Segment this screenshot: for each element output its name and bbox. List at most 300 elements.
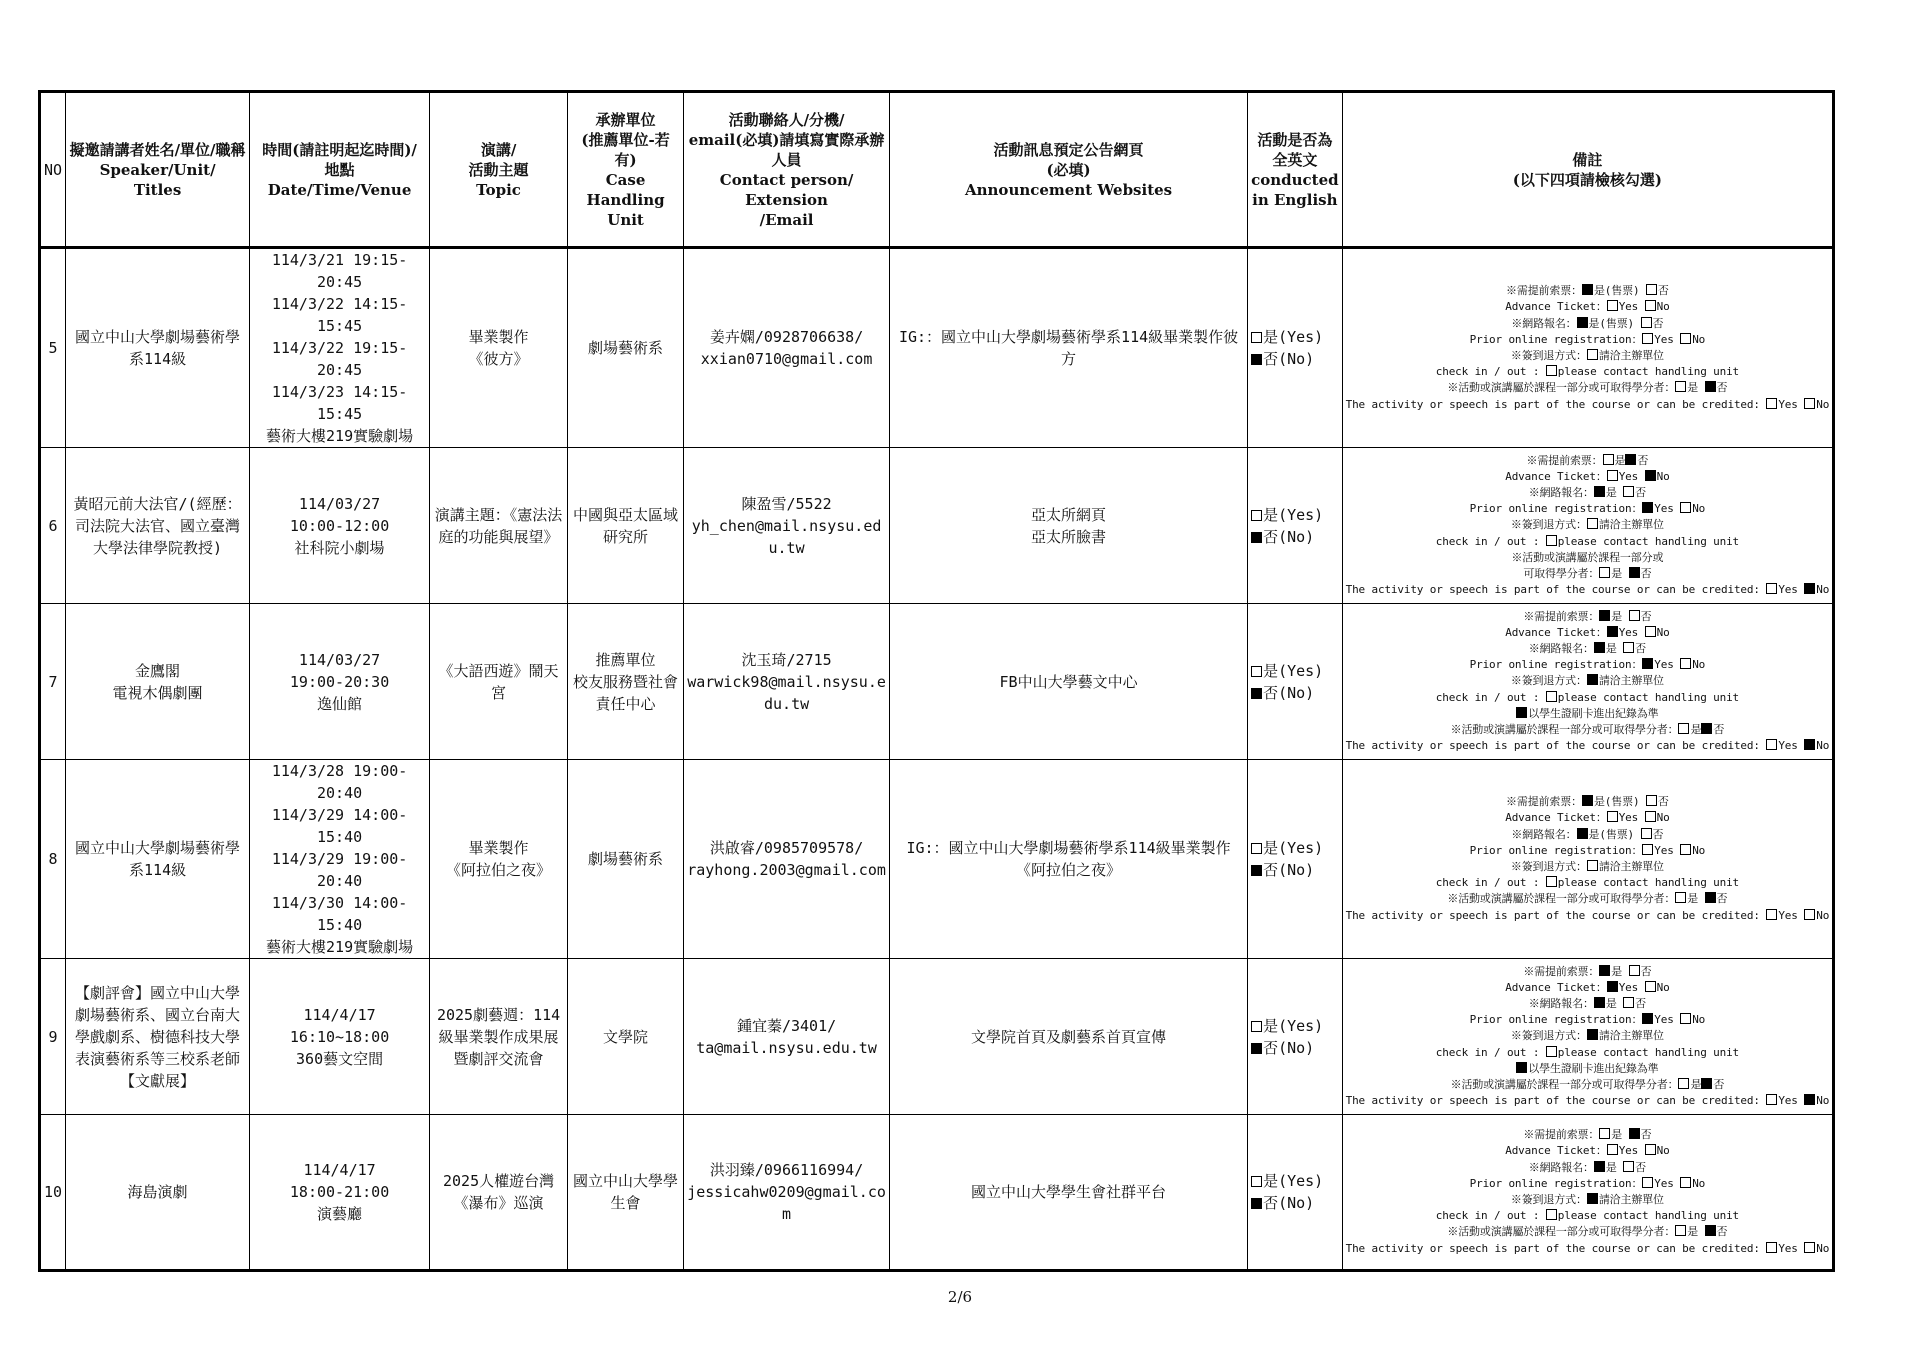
- remark-text: Advance Ticket：: [1505, 811, 1607, 825]
- checked-box-icon[interactable]: [1804, 739, 1815, 750]
- checkbox-icon[interactable]: [1646, 795, 1657, 806]
- english-option: [1251, 504, 1339, 526]
- remark-text: Yes: [1618, 469, 1645, 483]
- remark-text: Yes: [1654, 502, 1681, 516]
- header-remarks: 備註 (以下四項請檢核勾選): [1342, 92, 1834, 248]
- checked-box-icon[interactable]: [1587, 1193, 1598, 1204]
- remark-text: Prior online registration：: [1469, 843, 1643, 857]
- remark-text: 請洽主辦單位: [1598, 1193, 1664, 1206]
- checked-box-icon[interactable]: [1251, 354, 1262, 365]
- remark-text: ※簽到退方式：: [1510, 1029, 1587, 1043]
- checked-box-icon[interactable]: [1642, 502, 1653, 513]
- unit-cell: 劇場藝術系: [568, 760, 684, 959]
- checked-box-icon[interactable]: [1594, 642, 1605, 653]
- remark-text: No: [1816, 908, 1830, 922]
- table-row: [40, 604, 1834, 760]
- checked-box-icon[interactable]: [1251, 688, 1262, 699]
- table-header: [40, 92, 1834, 248]
- english-cell: [1248, 1115, 1343, 1271]
- remark-text: 是: [1687, 1225, 1705, 1239]
- row-number: 10: [40, 1115, 66, 1271]
- header-contact: 活動聯絡人/分機/ email(必填)請填寫實際承辦人員 Contact person/ Extension /Email: [684, 92, 890, 248]
- checked-box-icon[interactable]: [1251, 532, 1262, 543]
- remark-text: 是: [1614, 453, 1626, 467]
- remark-line: [1346, 332, 1830, 348]
- remark-text: Yes: [1654, 332, 1681, 346]
- table-row: [40, 959, 1834, 1115]
- checkbox-icon[interactable]: [1804, 1242, 1815, 1253]
- remark-line: [1346, 794, 1830, 810]
- remark-text: 否: [1635, 1160, 1647, 1174]
- remark-text: ※網路報名：: [1528, 1160, 1594, 1174]
- header-english: 活動是否為全英文 conducted in English: [1248, 92, 1343, 248]
- checkbox-icon[interactable]: [1251, 1021, 1262, 1032]
- remark-line: [1346, 722, 1830, 738]
- remark-text: No: [1816, 397, 1830, 411]
- checkbox-icon[interactable]: [1804, 398, 1815, 409]
- remark-text: 是(售票): [1588, 827, 1641, 841]
- remark-line: [1346, 550, 1830, 566]
- remark-text: The activity or speech is part of the course or can be credited:: [1345, 1094, 1767, 1108]
- remark-text: Yes: [1778, 397, 1805, 411]
- remark-text: No: [1656, 300, 1670, 314]
- checkbox-icon[interactable]: [1251, 332, 1262, 343]
- remark-line: [1346, 348, 1830, 364]
- checkbox-icon[interactable]: [1678, 723, 1689, 734]
- remark-text: 否: [1657, 284, 1669, 298]
- remark-text: Yes: [1654, 658, 1681, 672]
- remark-line: [1346, 469, 1830, 485]
- remark-line: [1346, 641, 1830, 657]
- checkbox-icon[interactable]: [1251, 510, 1262, 521]
- checked-box-icon[interactable]: [1705, 1225, 1716, 1236]
- remark-text: 是: [1605, 996, 1624, 1010]
- remark-text: No: [1656, 625, 1670, 639]
- checked-box-icon[interactable]: [1607, 626, 1618, 637]
- remark-text: 是: [1690, 1078, 1702, 1091]
- checkbox-icon[interactable]: [1675, 892, 1686, 903]
- english-options: [1251, 326, 1339, 370]
- announcement-cell: 文學院首頁及劇藝系首頁宣傳: [890, 959, 1248, 1115]
- english-option-label: 否(No): [1263, 350, 1315, 368]
- remark-line: [1346, 1012, 1830, 1028]
- row-number: 9: [40, 959, 66, 1115]
- checked-box-icon[interactable]: [1645, 470, 1656, 481]
- checkbox-icon[interactable]: [1623, 997, 1634, 1008]
- remark-line: [1346, 625, 1830, 641]
- checked-box-icon[interactable]: [1705, 892, 1716, 903]
- english-option: [1251, 526, 1339, 548]
- remark-text: Yes: [1618, 1144, 1645, 1158]
- remark-line: [1346, 1143, 1830, 1159]
- checkbox-icon[interactable]: [1642, 333, 1653, 344]
- checked-box-icon[interactable]: [1251, 1043, 1262, 1054]
- checked-box-icon[interactable]: [1701, 723, 1712, 734]
- table-row: [40, 1115, 1834, 1271]
- english-option-label: 是(Yes): [1263, 1016, 1324, 1035]
- checked-box-icon[interactable]: [1251, 1198, 1262, 1209]
- checkbox-icon[interactable]: [1251, 666, 1262, 677]
- contact-cell: 洪啟睿/0985709578/ rayhong.2003@gmail.com: [684, 760, 890, 959]
- remark-text: 否: [1716, 1225, 1728, 1239]
- remark-text: ※活動或演講屬於課程一部分或: [1511, 550, 1664, 564]
- remark-text: please contact handling unit: [1557, 1045, 1740, 1059]
- checkbox-icon[interactable]: [1642, 844, 1653, 855]
- remark-text: 否: [1635, 996, 1647, 1010]
- remark-text: 否: [1635, 641, 1647, 655]
- remark-text: Advance Ticket：: [1505, 469, 1607, 483]
- remark-text: 是(售票): [1588, 316, 1641, 330]
- remark-text: Yes: [1778, 1094, 1805, 1108]
- checkbox-icon[interactable]: [1623, 1161, 1634, 1172]
- remark-text: 是: [1605, 1160, 1624, 1174]
- remark-text: Advance Ticket：: [1505, 625, 1607, 639]
- checkbox-icon[interactable]: [1680, 1013, 1691, 1024]
- remark-text: ※活動或演講屬於課程一部分或可取得學分者：: [1450, 1078, 1679, 1091]
- remark-text: 是: [1611, 609, 1629, 623]
- remark-text: please contact handling unit: [1557, 534, 1740, 548]
- checkbox-icon[interactable]: [1645, 626, 1656, 637]
- table-body: [40, 248, 1834, 1271]
- english-options: [1251, 504, 1339, 548]
- remark-text: Advance Ticket：: [1505, 1144, 1607, 1158]
- remark-text: 可取得學分者：: [1523, 567, 1600, 580]
- remark-text: ※網路報名：: [1511, 827, 1577, 841]
- datetime-cell: 114/03/27 19:00-20:30 逸仙館: [250, 604, 430, 760]
- checked-box-icon[interactable]: [1582, 795, 1593, 806]
- english-option-label: 否(No): [1263, 1038, 1315, 1057]
- row-number: 7: [40, 604, 66, 760]
- header-topic: 演講/ 活動主題 Topic: [430, 92, 568, 248]
- remarks-cell: [1342, 448, 1834, 604]
- checkbox-icon[interactable]: [1546, 1046, 1557, 1057]
- remarks-cell: [1342, 248, 1834, 448]
- checked-box-icon[interactable]: [1577, 317, 1588, 328]
- events-table: [38, 90, 1835, 1272]
- remark-text: ※活動或演講屬於課程一部分或可取得學分者：: [1447, 892, 1676, 906]
- announcement-cell: 亞太所網頁 亞太所臉書: [890, 448, 1248, 604]
- remarks-cell: [1342, 959, 1834, 1115]
- checked-box-icon[interactable]: [1516, 1062, 1527, 1073]
- speaker-cell: 【劇評會】國立中山大學劇場藝術系、國立台南大學戲劇系、樹德科技大學表演藝術系等三校系老師 【文獻展】: [66, 959, 250, 1115]
- checkbox-icon[interactable]: [1607, 1144, 1618, 1155]
- remark-text: ※簽到退方式：: [1510, 349, 1587, 362]
- remark-line: [1346, 891, 1830, 907]
- header-no: NO: [40, 92, 66, 248]
- checkbox-icon[interactable]: [1623, 486, 1634, 497]
- remark-text: 是: [1690, 723, 1702, 736]
- remark-line: [1346, 380, 1830, 396]
- remark-text: Yes: [1778, 583, 1805, 597]
- checkbox-icon[interactable]: [1642, 1177, 1653, 1188]
- checked-box-icon[interactable]: [1804, 1094, 1815, 1105]
- remark-line: [1346, 283, 1830, 299]
- english-option: [1251, 1192, 1339, 1214]
- checkbox-icon[interactable]: [1546, 535, 1557, 546]
- remark-line: [1346, 609, 1830, 625]
- remark-text: ※活動或演講屬於課程一部分或可取得學分者：: [1450, 723, 1679, 736]
- checked-box-icon[interactable]: [1804, 583, 1815, 594]
- remark-text: Yes: [1618, 625, 1645, 639]
- remark-text: 否: [1716, 381, 1728, 395]
- remark-text: 是: [1611, 567, 1629, 580]
- english-option-label: 是(Yes): [1263, 1172, 1324, 1190]
- english-option-label: 否(No): [1263, 1194, 1315, 1212]
- checked-box-icon[interactable]: [1587, 1029, 1598, 1040]
- remark-text: 是: [1611, 964, 1629, 978]
- checked-box-icon[interactable]: [1577, 828, 1588, 839]
- remark-text: 請洽主辦單位: [1598, 518, 1664, 532]
- remark-text: ※活動或演講屬於課程一部分或可取得學分者：: [1447, 1225, 1676, 1239]
- checkbox-icon[interactable]: [1645, 811, 1656, 822]
- remark-text: Yes: [1654, 1013, 1681, 1027]
- english-option: [1251, 660, 1339, 682]
- table-row: [40, 248, 1834, 448]
- checked-box-icon[interactable]: [1642, 1013, 1653, 1024]
- remark-text: ※簽到退方式：: [1510, 1193, 1587, 1206]
- remark-text: ※需提前索票：: [1506, 795, 1582, 809]
- contact-cell: 洪羽臻/0966116994/ jessicahw0209@gmail.com: [684, 1115, 890, 1271]
- remark-text: Yes: [1654, 843, 1681, 857]
- checkbox-icon[interactable]: [1251, 1176, 1262, 1187]
- remark-line: [1346, 517, 1830, 533]
- remark-text: 是(售票): [1593, 284, 1646, 298]
- checkbox-icon[interactable]: [1678, 1078, 1689, 1089]
- remark-text: 否: [1652, 316, 1664, 330]
- remark-line: [1346, 1045, 1830, 1061]
- remark-text: please contact handling unit: [1557, 1209, 1740, 1223]
- checked-box-icon[interactable]: [1701, 1078, 1712, 1089]
- checkbox-icon[interactable]: [1546, 691, 1557, 702]
- checkbox-icon[interactable]: [1675, 381, 1686, 392]
- remark-text: No: [1656, 811, 1670, 825]
- checkbox-icon[interactable]: [1623, 642, 1634, 653]
- remark-text: check in / out :: [1435, 365, 1546, 379]
- remark-text: ※網路報名：: [1528, 996, 1594, 1010]
- remark-text: 請洽主辦單位: [1598, 674, 1664, 688]
- remark-line: [1346, 859, 1830, 875]
- remark-text: No: [1816, 583, 1830, 597]
- checkbox-icon[interactable]: [1804, 909, 1815, 920]
- checkbox-icon[interactable]: [1587, 860, 1598, 871]
- checkbox-icon[interactable]: [1546, 876, 1557, 887]
- checkbox-icon[interactable]: [1680, 844, 1691, 855]
- checkbox-icon[interactable]: [1766, 583, 1777, 594]
- checkbox-icon[interactable]: [1766, 909, 1777, 920]
- checkbox-icon[interactable]: [1680, 333, 1691, 344]
- remark-text: ※需提前索票：: [1506, 284, 1582, 298]
- checkbox-icon[interactable]: [1680, 658, 1691, 669]
- remark-line: [1346, 1224, 1830, 1240]
- checkbox-icon[interactable]: [1646, 284, 1657, 295]
- remark-text: 否: [1640, 567, 1652, 580]
- checkbox-icon[interactable]: [1599, 1128, 1610, 1139]
- remark-text: 否: [1713, 723, 1725, 736]
- checkbox-icon[interactable]: [1587, 349, 1598, 360]
- checked-box-icon[interactable]: [1594, 1161, 1605, 1172]
- header-announcement: 活動訊息預定公告網頁 (必填) Announcement Websites: [890, 92, 1248, 248]
- remark-text: please contact handling unit: [1557, 365, 1740, 379]
- checked-box-icon[interactable]: [1516, 707, 1527, 718]
- checked-box-icon[interactable]: [1625, 454, 1636, 465]
- checkbox-icon[interactable]: [1680, 502, 1691, 513]
- remark-line: [1346, 738, 1830, 754]
- checked-box-icon[interactable]: [1251, 865, 1262, 876]
- remark-line: [1346, 673, 1830, 689]
- remark-line: [1346, 316, 1830, 332]
- unit-cell: 文學院: [568, 959, 684, 1115]
- remark-line: [1346, 1028, 1830, 1044]
- datetime-cell: 114/3/28 19:00-20:40 114/3/29 14:00-15:40 114/3/29 19:00-20:40 114/3/30 14:00-15:40 藝術大樓219實驗劇場: [250, 760, 430, 959]
- english-option-label: 是(Yes): [1263, 839, 1324, 857]
- remark-text: 是(售票): [1593, 795, 1646, 809]
- remark-text: 是: [1687, 892, 1705, 906]
- remark-text: 否: [1652, 827, 1664, 841]
- checkbox-icon[interactable]: [1645, 300, 1656, 311]
- checkbox-icon[interactable]: [1546, 365, 1557, 376]
- remark-text: 否: [1640, 1128, 1652, 1142]
- english-cell: [1248, 248, 1343, 448]
- contact-cell: 姜卉嫻/0928706638/ xxian0710@gmail.com: [684, 248, 890, 448]
- checked-box-icon[interactable]: [1642, 658, 1653, 669]
- checkbox-icon[interactable]: [1603, 454, 1614, 465]
- remark-text: No: [1816, 1241, 1830, 1255]
- checkbox-icon[interactable]: [1641, 317, 1652, 328]
- remark-text: No: [1692, 1013, 1706, 1027]
- remark-line: [1346, 690, 1830, 706]
- remark-text: 否: [1635, 485, 1647, 499]
- checkbox-icon[interactable]: [1607, 300, 1618, 311]
- checkbox-icon[interactable]: [1607, 470, 1618, 481]
- datetime-cell: 114/3/21 19:15-20:45 114/3/22 14:15-15:45 114/3/22 19:15-20:45 114/3/23 14:15-15:45 藝術大樓219實驗劇場: [250, 248, 430, 448]
- announcement-cell: 國立中山大學學生會社群平台: [890, 1115, 1248, 1271]
- remark-line: [1346, 364, 1830, 380]
- topic-cell: 《大語西遊》鬧天宮: [430, 604, 568, 760]
- remark-line: [1346, 1127, 1830, 1143]
- remark-text: Yes: [1778, 739, 1805, 753]
- checkbox-icon[interactable]: [1599, 567, 1610, 578]
- remark-text: ※網路報名：: [1511, 316, 1577, 330]
- remark-text: Advance Ticket：: [1505, 300, 1607, 314]
- english-option: [1251, 1037, 1339, 1059]
- header-speaker: 擬邀請講者姓名/單位/職稱 Speaker/Unit/ Titles: [66, 92, 250, 248]
- english-cell: [1248, 959, 1343, 1115]
- english-option: [1251, 682, 1339, 704]
- contact-cell: 鍾宜蓁/3401/ ta@mail.nsysu.edu.tw: [684, 959, 890, 1115]
- checkbox-icon[interactable]: [1629, 965, 1640, 976]
- unit-cell: 推薦單位 校友服務暨社會責任中心: [568, 604, 684, 760]
- checked-box-icon[interactable]: [1594, 997, 1605, 1008]
- checkbox-icon[interactable]: [1641, 828, 1652, 839]
- remark-text: Prior online registration：: [1469, 1013, 1643, 1027]
- english-option: [1251, 1170, 1339, 1192]
- remark-text: Prior online registration：: [1469, 658, 1643, 672]
- checkbox-icon[interactable]: [1587, 518, 1598, 529]
- remark-text: 請洽主辦單位: [1598, 860, 1664, 873]
- remark-text: Yes: [1618, 300, 1645, 314]
- checked-box-icon[interactable]: [1599, 610, 1610, 621]
- remark-text: ※簽到退方式：: [1510, 518, 1587, 532]
- checked-box-icon[interactable]: [1587, 674, 1598, 685]
- english-option: [1251, 837, 1339, 859]
- announcement-cell: IG:：國立中山大學劇場藝術學系114級畢業製作《阿拉伯之夜》: [890, 760, 1248, 959]
- checked-box-icon[interactable]: [1594, 486, 1605, 497]
- remark-text: 否: [1657, 795, 1669, 809]
- remark-line: [1346, 996, 1830, 1012]
- checked-box-icon[interactable]: [1607, 981, 1618, 992]
- remark-text: ※活動或演講屬於課程一部分或可取得學分者：: [1447, 381, 1676, 395]
- checkbox-icon[interactable]: [1645, 1144, 1656, 1155]
- remark-line: [1346, 908, 1830, 924]
- remark-line: [1346, 1176, 1830, 1192]
- checkbox-icon[interactable]: [1645, 981, 1656, 992]
- remark-line: [1346, 843, 1830, 859]
- remark-line: [1346, 299, 1830, 315]
- remark-line: [1346, 964, 1830, 980]
- checkbox-icon[interactable]: [1629, 610, 1640, 621]
- checkbox-icon[interactable]: [1251, 843, 1262, 854]
- remark-line: [1346, 1241, 1830, 1257]
- checkbox-icon[interactable]: [1766, 739, 1777, 750]
- remark-text: 以學生證刷卡進出紀錄為準: [1528, 1061, 1659, 1075]
- checkbox-icon[interactable]: [1766, 1094, 1777, 1105]
- english-cell: [1248, 448, 1343, 604]
- remark-line: [1346, 1208, 1830, 1224]
- english-option-label: 是(Yes): [1263, 328, 1324, 346]
- english-option: [1251, 326, 1339, 348]
- remark-text: 請洽主辦單位: [1598, 349, 1664, 362]
- checkbox-icon[interactable]: [1766, 1242, 1777, 1253]
- checked-box-icon[interactable]: [1629, 567, 1640, 578]
- checked-box-icon[interactable]: [1629, 1128, 1640, 1139]
- remark-line: [1346, 501, 1830, 517]
- remark-text: ※需提前索票：: [1523, 609, 1600, 623]
- remark-text: No: [1656, 469, 1670, 483]
- english-option-label: 否(No): [1263, 683, 1315, 702]
- checked-box-icon[interactable]: [1582, 284, 1593, 295]
- row-number: 5: [40, 248, 66, 448]
- topic-cell: 畢業製作 《彼方》: [430, 248, 568, 448]
- remark-text: ※需提前索票：: [1523, 964, 1600, 978]
- checked-box-icon[interactable]: [1599, 965, 1610, 976]
- checkbox-icon[interactable]: [1607, 811, 1618, 822]
- remarks-cell: [1342, 760, 1834, 959]
- english-option: [1251, 859, 1339, 881]
- remark-text: Yes: [1618, 980, 1645, 994]
- remark-text: The activity or speech is part of the course or can be credited:: [1345, 739, 1767, 753]
- announcement-cell: FB中山大學藝文中心: [890, 604, 1248, 760]
- remark-text: Yes: [1778, 1241, 1805, 1255]
- remark-text: 是: [1611, 1128, 1629, 1142]
- remark-text: No: [1656, 1144, 1670, 1158]
- remark-text: ※簽到退方式：: [1510, 860, 1587, 873]
- remark-line: [1346, 485, 1830, 501]
- remark-text: 是: [1687, 381, 1705, 395]
- checkbox-icon[interactable]: [1766, 398, 1777, 409]
- checkbox-icon[interactable]: [1675, 1225, 1686, 1236]
- checkbox-icon[interactable]: [1680, 1177, 1691, 1188]
- checkbox-icon[interactable]: [1546, 1209, 1557, 1220]
- remark-text: check in / out :: [1435, 534, 1546, 548]
- checked-box-icon[interactable]: [1705, 381, 1716, 392]
- remark-text: Prior online registration：: [1469, 502, 1643, 516]
- speaker-cell: 國立中山大學劇場藝術學系114級: [66, 248, 250, 448]
- english-options: [1251, 1015, 1339, 1059]
- datetime-cell: 114/4/17 16:10~18:00 360藝文空間: [250, 959, 430, 1115]
- remark-text: No: [1692, 843, 1706, 857]
- english-options: [1251, 837, 1339, 881]
- remark-text: ※網路報名：: [1528, 485, 1594, 499]
